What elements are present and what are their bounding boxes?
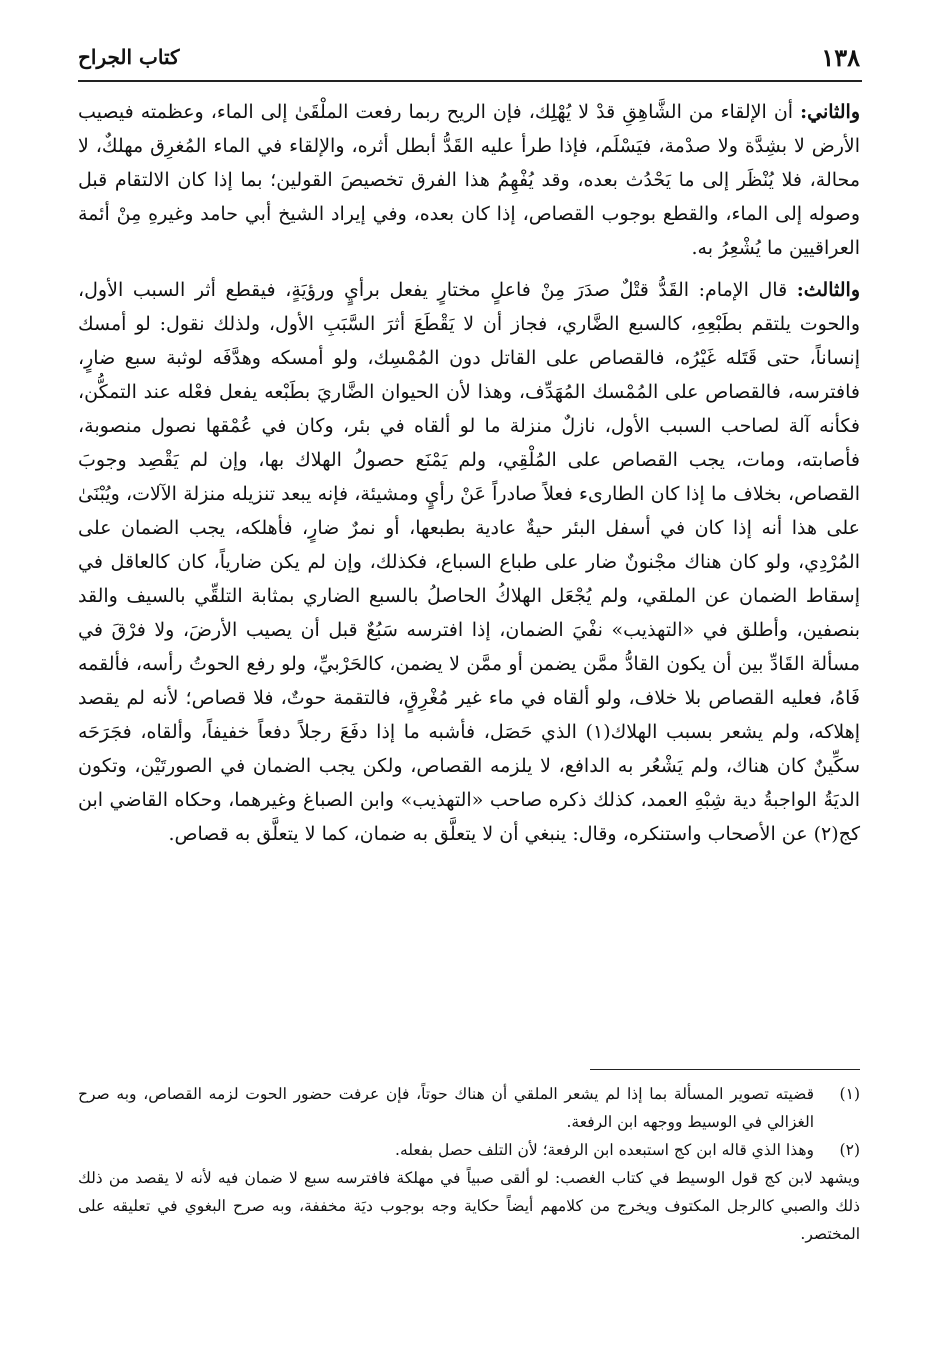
footnote: [78, 1080, 860, 1136]
footnote-text: قضيته تصوير المسألة بما إذا لم يشعر الملقي أن هناك حوتاً، فإن عرفت حضور الحوت لزمه القصاص، وبه صرح الغزالي في الوسيط ووجهه ابن الرفعة.: [78, 1085, 814, 1131]
main-text: [78, 95, 860, 859]
paragraph-text: أن الإلقاء من الشَّاهِقِ قدْ لا يُهْلِك، فإن الريح ربما رفعت الملْقَىٰ إلى الماء، وعظمته فيصيب الأرض لا بشِدَّة ولا صدْمة، فيَسْلَم، فإذا طرأ عليه القَدُّ أبطل أثره، والإلقاء في الماء المُغرِق مهلكٌ، لا محالة، فلا يُنْظَر إلى ما يَحْدُث بعده، وقد يُفْهِمُ هذا الفرق تخصيصَ القولين؛ بما إذا كان الالتقام قبل وصوله إلى الماء، والقطع بوجوب القصاص، إذا كان بعده، وفي إيراد الشيخ أبي حامد وغيرهِ مِنْ أئمة العراقيين ما يُشْعِرُ به.: [78, 101, 860, 259]
footnote-continuation: ويشهد لابن كج قول الوسيط في كتاب الغصب: لو ألقى صبياً في مهلكة فافترسه سبع لا ضمان فيه لأنه لا يقصد من ذلك ذلك والصبي كالرجل المكتوف ويخرج من كلامهم أيضاً حكاية وجه بوجوب ديَة مخففة، وبه صرح البغوي في تعليقه على المختصر.: [78, 1169, 860, 1243]
footnote-marker: (١): [839, 1085, 860, 1103]
running-title: كتاب الجراح: [78, 45, 180, 69]
footnote-text: وهذا الذي قاله ابن كج استبعده ابن الرفعة؛ لأن التلف حصل بفعله.: [395, 1141, 814, 1159]
paragraph-lead: والثاني:: [800, 101, 860, 123]
footnotes: [78, 1080, 860, 1248]
footnote: [78, 1136, 860, 1164]
page-header: [78, 40, 860, 74]
page-number: ١٣٨: [821, 42, 860, 72]
paragraph-second: [78, 95, 860, 265]
paragraph-lead: والثالث:: [796, 279, 860, 301]
footnote-separator: [590, 1069, 860, 1070]
footnote-marker: (٢): [839, 1141, 860, 1159]
paragraph-third: [78, 273, 860, 851]
header-rule: [78, 80, 862, 82]
paragraph-text: قال الإمام: القَدُّ قتْلٌ صدَرَ مِنْ فاعلٍ مختارٍ يفعل برأيٍ ورؤيَةٍ، فيقطع أثر السبب الأول، والحوت يلتقم بطَبْعِهِ، كالسبع الضَّاري، فجاز أن لا يَقْطَعَ أثرَ السَّبَبِ الأول، ولذلك نقول: لو أمسك إنساناً، حتى قَتَله غَيْرُه، فالقصاص على القاتل دون المُمْسِك، ولو أمسكه وهدَّفَه لوثبة سبع ضارٍ، فافترسه، فالقصاص على المُمْسك المُهَدِّف، وهذا لأن الحيوان الضَّاريَ بطَبْعه يفعل فعْله عند التمكُّن، فكأنه آلة لصاحب السبب الأول، نازلٌ منزلة ما لو ألقاه في بئر، وكان في عُمْقها نصول منصوبة، فأصابته، ومات، يجب القصاص على المُلْقِي، ولم يَمْنَع حصولُ الهلاك بها، وإن لم يَقْصِد وجوبَ القصاص، بخلاف ما إذا كان الطارىء فعلاً صادراً عَنْ رأيٍ ومشيئة، فإنه يبعد تنزيله منزلة الآلات، ويُبْنَىٰ على هذا أنه إذا كان في أسفل البئر حيةٌ عادية بطبعها، أو نمرٌ ضارٍ، فأهلكه، يجب الضمان على المُرْدِي، ولو كان هناك مجْنونٌ ضار على طباع السباع، فكذلك، وإن لم يكن ضارياً، كان كالعاقل في إسقاط الضمان عن الملقي، ولم يُجْعَل الهلاكُ الحاصلُ بالسبع الضاري بمثابة التلقِّي بالسيف والقد بنصفين، وأطلق في «التهذيب» نفْيَ الضمان، إذا افترسه سَبُعٌ قبل أن يصيب الأرضَ، ولا فرْقَ في مسألة القَادِّ بين أن يكون القادُّ ممَّن يضمن أو ممَّن لا يضمن، كالحَرْبيِّ، ولو رفع الحوتُ رأسه، فألقمه فَاهُ، فعليه القصاص بلا خلاف، ولو ألقاه في ماء غير مُغْرِقٍ، فالتقمة حوتٌ، فلا قصاص؛ لأنه لم يقصد إهلاكه، ولم يشعر بسبب الهلاك(١) الذي حَصَل، فأشبه ما إذا دفَعَ رجلاً دفعاً خفيفاً، وألقاه، فجَرَحَه سكِّينٌ كان هناك، ولم يَشْعُر به الدافع، لا يلزمه القصاص، ولكن يجب الضمان في الصورتَيْن، وتكون الديَةُ الواجبةُ دية شِبْهِ العمد، كذلك ذكره صاحب «التهذيب» وابن الصباغ وغيرهما، وحكاه القاضي ابن كج(٢) عن الأصحاب واستنكره، وقال: ينبغي أن لا يتعلَّق به ضمان، كما لا يتعلَّق به قصاص.: [78, 279, 860, 845]
